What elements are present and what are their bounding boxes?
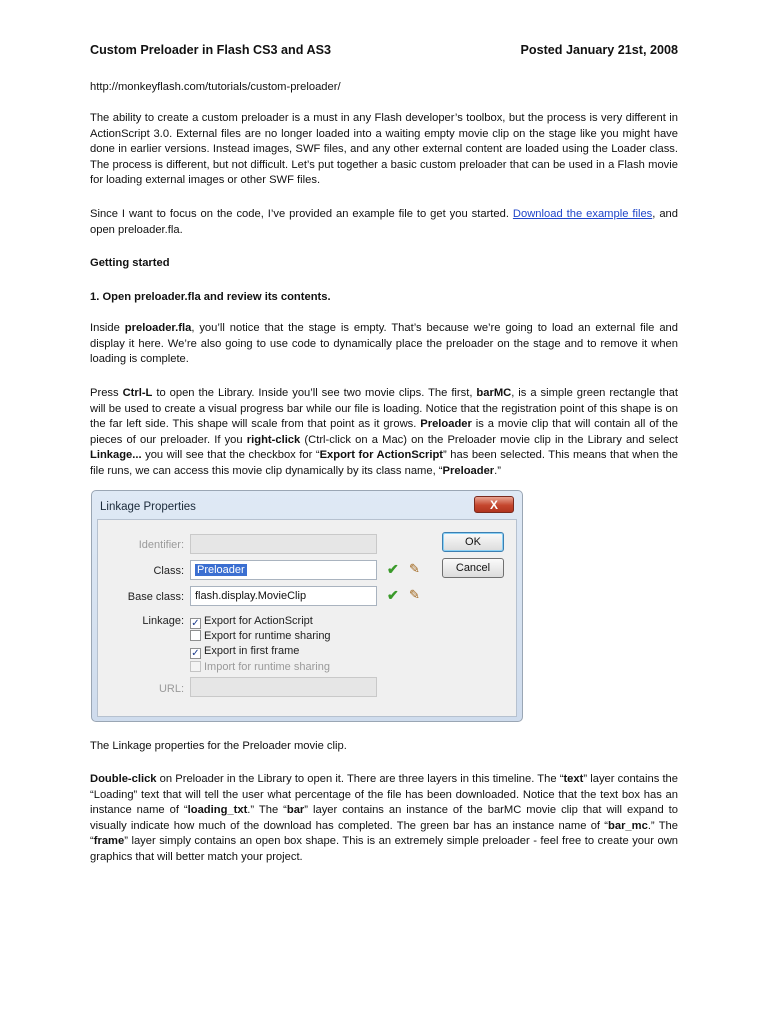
export-for-actionscript-checkbox[interactable] — [190, 614, 313, 628]
dialog-body — [97, 519, 517, 717]
download-paragraph — [90, 207, 678, 238]
url-label: URL: — [158, 683, 184, 695]
checkbox-box — [190, 661, 201, 672]
checkbox-label: Import for runtime sharing — [204, 661, 330, 673]
bold-run: Double-click — [90, 773, 157, 785]
identifier-label: Identifier: — [138, 539, 184, 551]
ok-button[interactable]: OK — [442, 532, 504, 552]
text-run: you will see that the checkbox for “ — [141, 449, 320, 462]
posted-date: Posted January 21st, 2008 — [520, 43, 678, 57]
bold-run: bar_mc — [608, 819, 648, 832]
text-run: , is a simple green rectangle that will be used to create a visual progress bar while our file is loading. Notice that the registration point of this shape is on the far left side. This shape will scale from that point as it grows. — [90, 387, 678, 431]
text-run: .” The “ — [247, 804, 287, 817]
checkbox-label: Export for ActionScript — [204, 615, 313, 627]
figure-caption: The Linkage properties for the Preloader movie clip. — [90, 740, 347, 752]
bold-run: bar — [286, 804, 305, 817]
checkbox-label: Export for runtime sharing — [204, 630, 331, 642]
cancel-button[interactable]: Cancel — [442, 558, 504, 578]
bold-run: frame — [93, 835, 125, 848]
intro-paragraph: The ability to create a custom preloader is a must in any Flash developer’s toolbox, but the process is very different in ActionScript 3.0. External files are no longer loaded into a waiting empty movie clip on the stage like you might have done in earlier versions. Instead images, SWF files, and any other external content are loaded using the Loader class. The process is different, but not difficult. Let’s put together a basic custom preloader that can be used in a Flash movie for loading external images or other SWF files. — [90, 112, 678, 187]
source-url: http://monkeyflash.com/tutorials/custom-preloader/ — [90, 81, 341, 93]
step-heading: 1. Open preloader.fla and review its contents. — [90, 291, 331, 303]
checkbox-box: ✓ — [191, 618, 200, 629]
bold-run: text — [563, 773, 584, 785]
text-run: , you’ll notice that the stage is empty. That’s because we’re going to load an external file and display it here. We’re also going to use code to dynamically place the preloader on the stage and to remove it when loading is complete. — [90, 322, 678, 366]
linkage-label: Linkage: — [142, 615, 184, 627]
text-run: Inside — [90, 322, 125, 334]
class-value: Preloader — [197, 564, 245, 576]
library-paragraph — [90, 386, 678, 480]
base-class-label: Base class: — [127, 591, 184, 603]
dialog-title: Linkage Properties — [100, 501, 196, 513]
section-heading: Getting started — [90, 257, 170, 269]
bold-run: Export for ActionScript — [319, 449, 444, 462]
pencil-icon[interactable]: ✎ — [409, 587, 420, 602]
bold-run: Preloader — [420, 418, 472, 431]
check-icon: ✔ — [387, 561, 399, 577]
text-run: is a movie clip that will contain all of the pieces of our preloader. If you — [90, 418, 678, 446]
bold-run: preloader.fla — [124, 322, 192, 334]
bold-run: Linkage... — [90, 449, 142, 462]
close-button[interactable]: X — [474, 496, 514, 513]
download-link[interactable]: Download the example files — [512, 208, 653, 220]
text-run: (Ctrl-click on a Mac) on the Preloader movie clip in the Library and select — [300, 433, 678, 446]
class-field[interactable] — [190, 560, 377, 580]
text-run: ” layer contains the “Loading” text that will tell the user what percentage of the file has been downloaded. Notice that the text box has an instance name of “ — [90, 773, 678, 817]
text-run: ” has been selected. This means that when the file runs, we can access this movie clip dynamically by its class name, “ — [90, 449, 679, 477]
text-run: to open the Library. Inside you’ll see two movie clips. The first, — [152, 387, 477, 399]
text-run: ” layer simply contains an open box shape. This is an extremely simple preloader - feel free to create your own graphics that will better match your project. — [90, 835, 678, 863]
download-text-after: , and open preloader.fla. — [90, 208, 678, 236]
export-for-runtime-sharing-checkbox[interactable] — [190, 629, 331, 643]
bold-run: barMC — [476, 387, 512, 399]
text-run: on Preloader in the Library to open it. There are three layers in this timeline. The “ — [156, 773, 564, 785]
url-field — [190, 677, 377, 697]
text-run: .” The “ — [90, 819, 678, 848]
export-in-first-frame-checkbox[interactable] — [190, 644, 299, 658]
page-header — [90, 43, 678, 61]
bold-run: right-click — [246, 433, 301, 446]
checkbox-box — [190, 630, 201, 641]
pencil-icon[interactable]: ✎ — [409, 561, 420, 576]
download-text-before: Since I want to focus on the code, I’ve provided an example file to get you started. — [90, 208, 513, 220]
timeline-paragraph — [90, 772, 678, 866]
bold-run: Preloader — [442, 464, 495, 477]
document-title: Custom Preloader in Flash CS3 and AS3 — [90, 43, 331, 57]
bold-run: Ctrl-L — [122, 387, 153, 399]
text-run: ” layer contains an instance of the barMC movie clip that will expand to visually indicate how much of the download has completed. The green bar has an instance name of “ — [90, 804, 678, 832]
stage-paragraph — [90, 321, 678, 368]
checkbox-box: ✓ — [191, 648, 200, 659]
class-label: Class: — [153, 565, 184, 577]
bold-run: loading_txt — [187, 804, 248, 817]
base-class-field[interactable]: flash.display.MovieClip — [190, 586, 377, 606]
checkbox-label: Export in first frame — [204, 645, 300, 657]
identifier-field — [190, 534, 377, 554]
check-icon: ✔ — [387, 587, 399, 603]
import-for-runtime-sharing-checkbox — [190, 660, 330, 674]
text-run: .” — [494, 464, 502, 477]
linkage-properties-dialog — [91, 490, 523, 722]
text-run: Press — [90, 387, 123, 399]
